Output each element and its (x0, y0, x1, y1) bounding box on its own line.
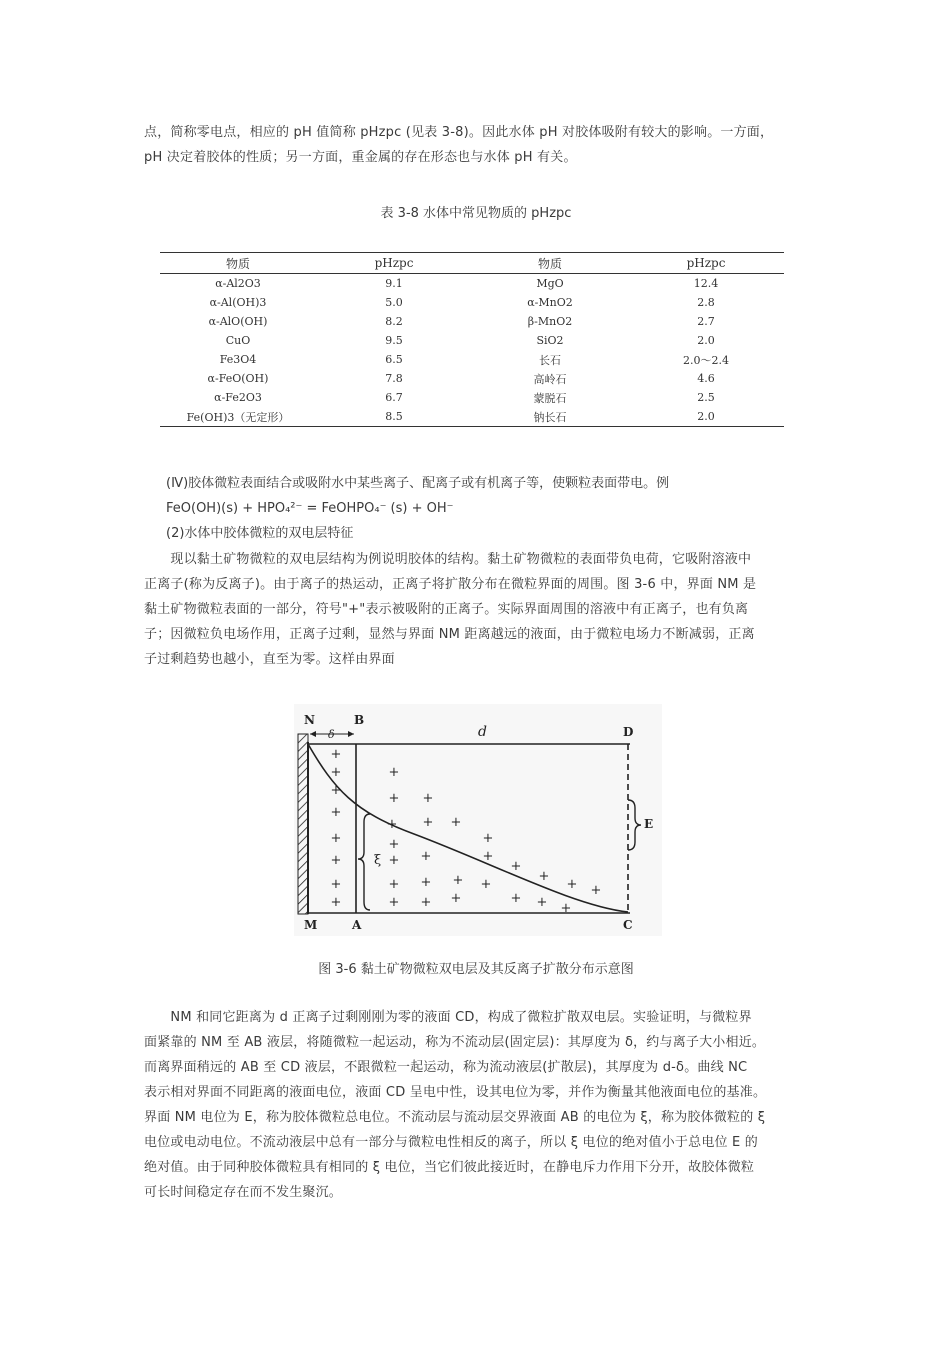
ion-plus: + (330, 895, 342, 910)
label-b: B (354, 713, 365, 727)
label-n: N (304, 713, 315, 727)
table-caption: 表 3-8 水体中常见物质的 pHzpc (380, 206, 572, 221)
table-row (160, 312, 784, 331)
ion-plus: + (388, 791, 400, 806)
table-cell: 蒙脱石 (533, 391, 567, 405)
table-cell: 12.4 (693, 277, 719, 290)
ion-plus: + (566, 877, 578, 892)
table-cell: α-Al(OH)3 (209, 296, 267, 309)
text-line: NM 和同它距离为 d 正离子过剩刚刚为零的液面 CD，构成了微粒扩散双电层。实验证明，与微粒界 (144, 1010, 752, 1025)
table-row (160, 293, 784, 312)
equation: FeO(OH)(s) + HPO₄²⁻ = FeOHPO₄⁻ (s) + OH⁻ (166, 501, 454, 516)
ion-plus: + (510, 859, 522, 874)
header-substance-2: 物质 (537, 256, 562, 271)
paragraph-2 (144, 547, 810, 672)
text-line: 黏土矿物微粒表面的一部分，符号"+"表示被吸附的正离子。实际界面周围的溶液中有正离子，也有负离 (144, 602, 749, 617)
table-cell: α-FeO(OH) (207, 372, 269, 385)
table-row (160, 331, 784, 350)
ion-plus: + (452, 873, 464, 888)
particle-surface (298, 734, 308, 914)
table-cell: 9.1 (385, 277, 403, 290)
ion-plus: + (330, 831, 342, 846)
table-cell: 高岭石 (533, 372, 567, 386)
adsorbed-ions (331, 747, 342, 910)
table-cell: 5.0 (385, 296, 403, 309)
label-e: E (644, 817, 654, 831)
header-substance-1: 物质 (225, 256, 250, 271)
table-row (160, 388, 784, 407)
table-cell: 8.2 (385, 315, 403, 328)
label-xi: ξ (374, 853, 382, 868)
text-line: 现以黏土矿物微粒的双电层结构为例说明胶体的结构。黏土矿物微粒的表面带负电荷，它吸附溶液中 (144, 552, 752, 567)
label-delta: δ (328, 728, 335, 741)
figure-caption: 图 3-6 黏土矿物微粒双电层及其反离子扩散分布示意图 (318, 962, 634, 977)
text-line: 子；因微粒负电场作用，正离子过剩，显然与界面 NM 距离越远的液面，由于微粒电场力不断减弱，正离 (144, 627, 755, 642)
text-line: 而离界面稍远的 AB 至 CD 液层，不跟微粒一起运动，称为流动液层(扩散层)，其厚度为 d-δ。曲线 NC (144, 1060, 748, 1075)
header-phzpc-1: pHzpc (374, 256, 414, 270)
table-row (160, 274, 784, 294)
delta-arrowhead-right (348, 731, 354, 737)
text-line: 正离子(称为反离子)。由于离子的热运动，正离子将扩散分布在微粒界面的周围。图 3-6 中，界面 NM 是 (144, 577, 757, 592)
ion-plus: + (386, 817, 398, 832)
text-line: pH 决定着胶体的性质；另一方面，重金属的存在形态也与水体 pH 有关。 (144, 150, 577, 165)
ion-plus: + (330, 877, 342, 892)
ion-plus: + (422, 791, 434, 806)
table-cell: 长石 (539, 353, 561, 367)
ion-plus: + (330, 747, 342, 762)
text-line: 子过剩趋势也越小，直至为零。这样由界面 (144, 652, 395, 667)
label-c: C (623, 918, 633, 932)
ion-plus: + (480, 877, 492, 892)
table-cell: Fe3O4 (219, 353, 257, 366)
table-cell: 2.0 (697, 334, 715, 347)
table-cell: Fe(OH)3（无定形） (186, 410, 290, 424)
delta-arrowhead-left (310, 731, 316, 737)
ion-plus: + (450, 815, 462, 830)
text-line: 可长时间稳定存在而不发生聚沉。 (144, 1185, 343, 1200)
table-cell: MgO (536, 277, 564, 290)
label-d-thickness: d (478, 724, 487, 740)
ion-plus: + (388, 837, 400, 852)
ion-plus: + (330, 805, 342, 820)
ion-plus: + (450, 891, 462, 906)
table-cell: α-MnO2 (527, 296, 573, 309)
table-header-row (160, 253, 784, 274)
table-row (160, 407, 784, 427)
ion-plus: + (538, 869, 550, 884)
ion-plus: + (330, 783, 342, 798)
ion-plus: + (590, 883, 602, 898)
table-cell: 2.8 (697, 296, 715, 309)
table-cell: 2.0～2.4 (683, 353, 729, 367)
table-cell: 6.5 (385, 353, 403, 366)
label-a: A (352, 918, 362, 932)
double-layer-figure (294, 704, 662, 936)
table-cell: α-Fe2O3 (214, 391, 262, 404)
table-cell: 7.8 (385, 372, 403, 385)
text-line: 点，简称零电点，相应的 pH 值简称 pHzpc (见表 3-8)。因此水体 pH 对胶体吸附有较大的影响。一方面， (144, 125, 774, 140)
section-heading: (2)水体中胶体微粒的双电层特征 (166, 526, 354, 541)
ion-plus: + (330, 765, 342, 780)
table-cell: β-MnO2 (527, 315, 573, 328)
ion-plus: + (482, 831, 494, 846)
table-cell: 2.5 (697, 391, 715, 404)
label-m: M (304, 918, 318, 932)
table-cell: 2.7 (697, 315, 715, 328)
table-row (160, 369, 784, 388)
ion-plus: + (510, 891, 522, 906)
ion-plus: + (420, 895, 432, 910)
ion-plus: + (560, 901, 572, 916)
ion-plus: + (420, 875, 432, 890)
brace-e (628, 800, 641, 850)
brace-xi (358, 814, 370, 910)
table-cell: 2.0 (697, 410, 715, 423)
text-line: 电位或电动电位。不流动液层中总有一部分与微粒电性相反的离子，所以 ξ 电位的绝对值小于总电位 E 的 (144, 1135, 758, 1150)
ion-plus: + (388, 853, 400, 868)
text-line: 表示相对界面不同距离的液面电位，液面 CD 呈电中性，设其电位为零，并作为衡量其他液面电位的基准。 (144, 1085, 767, 1100)
header-phzpc-2: pHzpc (686, 256, 726, 270)
intro-paragraph (144, 120, 810, 170)
table-cell: 9.5 (385, 334, 403, 347)
pzc-table (160, 252, 784, 427)
item-iv-text: (Ⅳ)胶体微粒表面结合或吸附水中某些离子、配离子或有机离子等，使颗粒表面带电。例 (166, 476, 670, 491)
table-cell: 6.7 (385, 391, 403, 404)
diffuse-ions (387, 765, 602, 916)
paragraph-3 (144, 1005, 810, 1205)
text-line: 面紧靠的 NM 至 AB 液层，将随微粒一起运动，称为不流动层(固定层)：其厚度为 δ，约与离子大小相近。 (144, 1035, 766, 1050)
ion-plus: + (388, 895, 400, 910)
table-cell: α-AlO(OH) (208, 315, 268, 328)
table-cell: SiO2 (536, 334, 564, 347)
table-cell: α-Al2O3 (215, 277, 261, 290)
ion-plus: + (536, 895, 548, 910)
table-cell: CuO (225, 334, 251, 347)
ion-plus: + (388, 765, 400, 780)
text-line: 绝对值。由于同种胶体微粒具有相同的 ξ 电位，当它们彼此接近时，在静电斥力作用下分开，故胶体微粒 (144, 1160, 755, 1175)
ion-plus: + (330, 853, 342, 868)
table-row (160, 350, 784, 369)
ion-plus: + (420, 849, 432, 864)
ion-plus: + (482, 849, 494, 864)
ion-plus: + (422, 815, 434, 830)
ion-plus: + (388, 877, 400, 892)
table-cell: 钠长石 (533, 410, 567, 424)
table-cell: 8.5 (385, 410, 403, 423)
text-line: 界面 NM 电位为 E，称为胶体微粒总电位。不流动层与流动层交界液面 AB 的电位为 ξ，称为胶体微粒的 ξ (144, 1110, 766, 1125)
table-cell: 4.6 (697, 372, 715, 385)
label-d-point: D (623, 725, 634, 739)
